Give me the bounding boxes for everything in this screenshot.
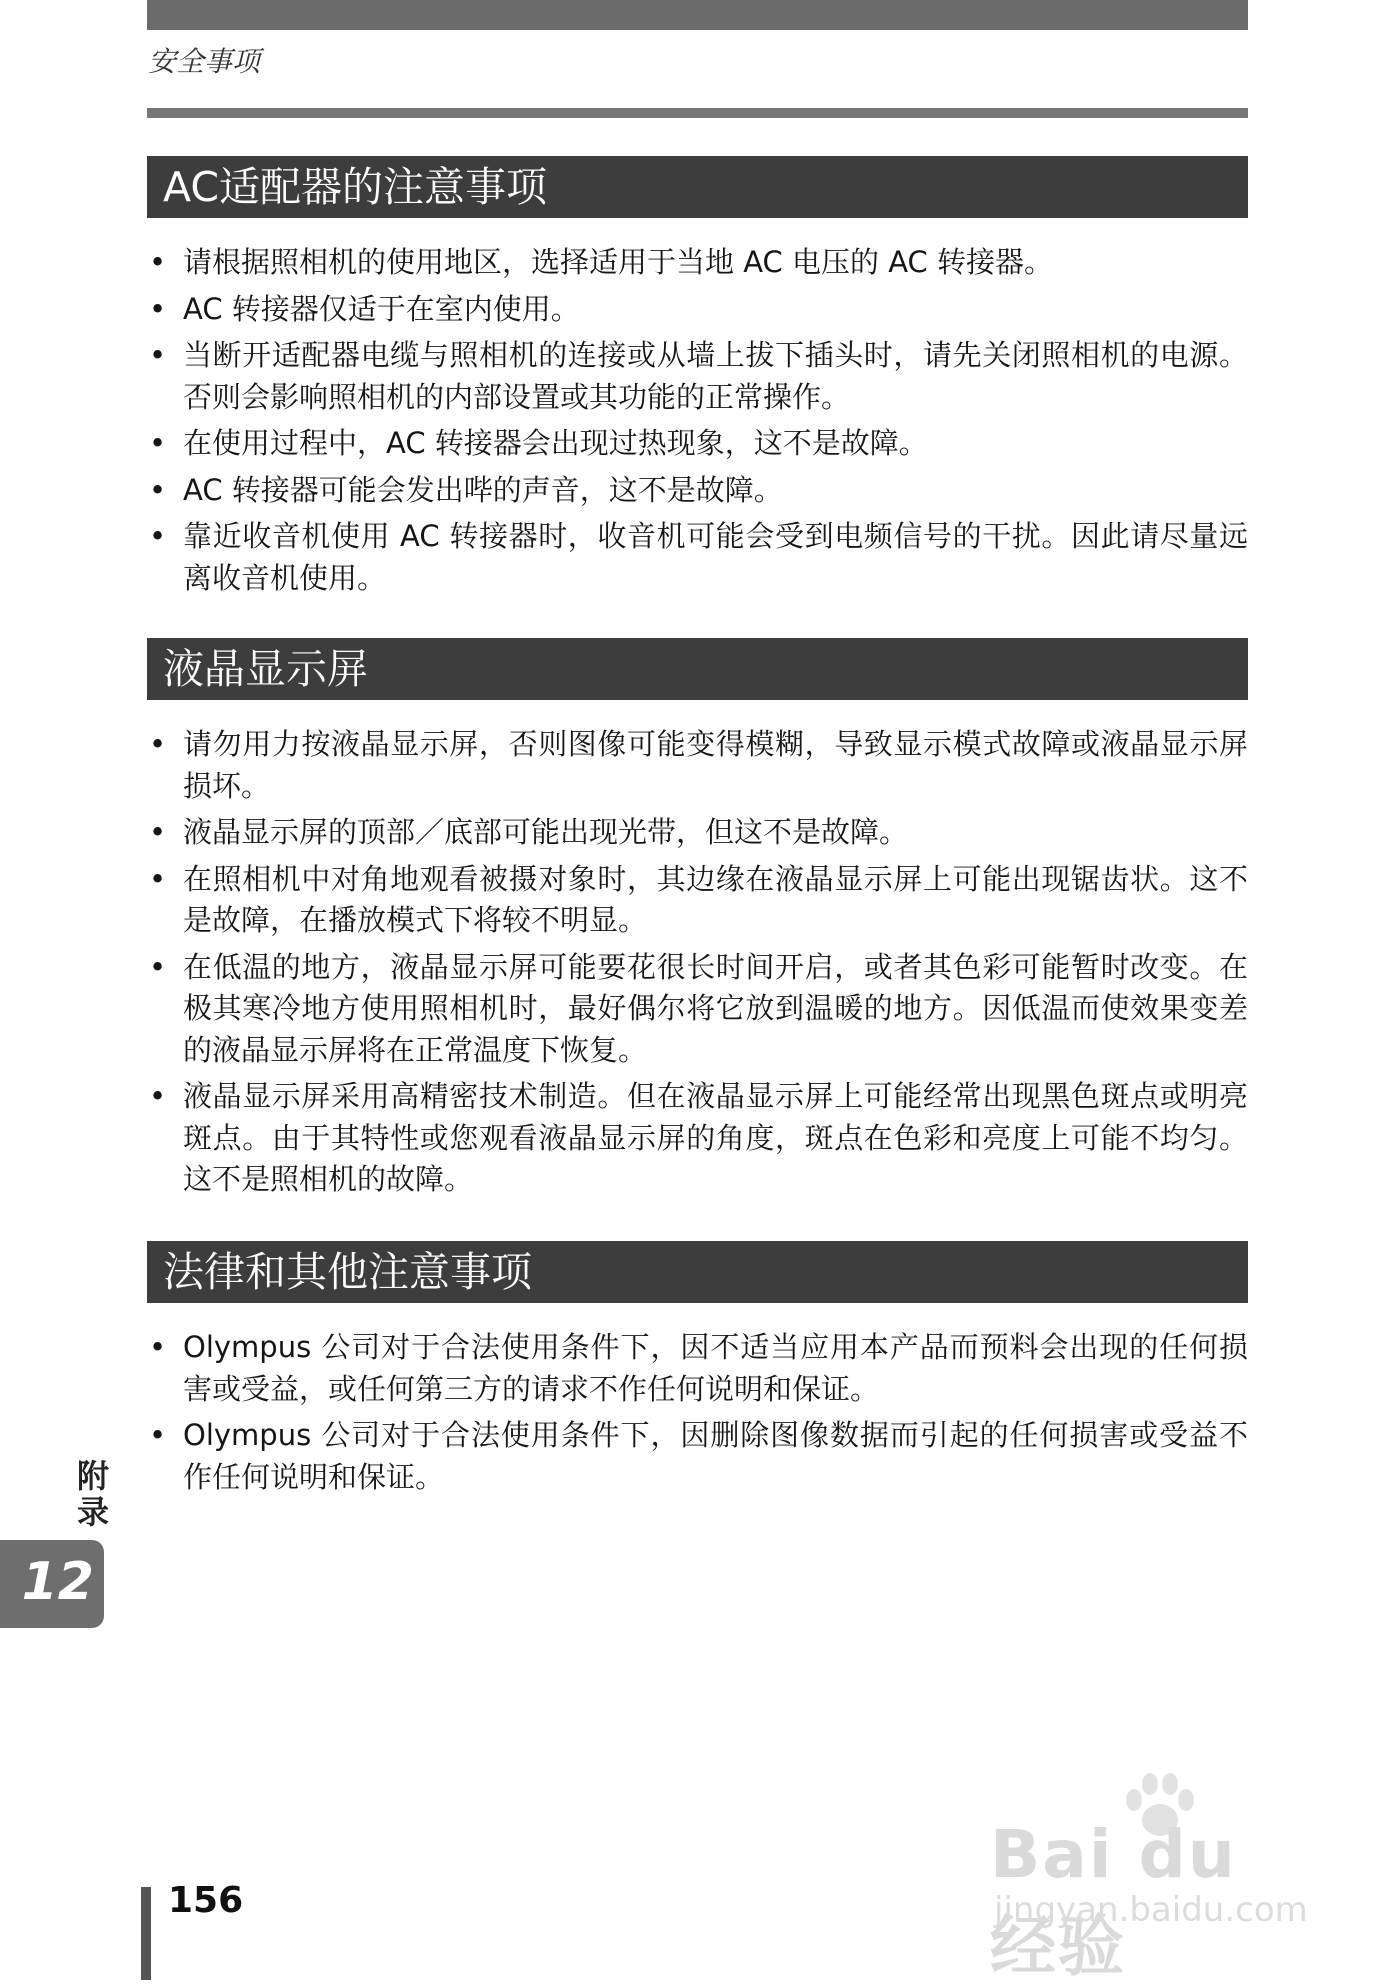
list-item: • 在使用过程中，AC 转接器会出现过热现象，这不是故障。 bbox=[147, 423, 1248, 465]
list-item: • 靠近收音机使用 AC 转接器时，收音机可能会受到电频信号的干扰。因此请尽量远离收音机使用。 bbox=[147, 516, 1248, 599]
page-number: 156 bbox=[168, 1880, 244, 1921]
section-title-legal: 法律和其他注意事项 bbox=[147, 1241, 1248, 1303]
appendix-side-label: 附录 bbox=[76, 1457, 109, 1531]
chapter-number: 12 bbox=[21, 1552, 94, 1612]
running-head: 安全事项 bbox=[148, 45, 261, 78]
list-item: • 液晶显示屏采用高精密技术制造。但在液晶显示屏上可能经常出现黑色斑点或明亮斑点。由于其特性或您观看液晶显示屏的角度，斑点在色彩和亮度上可能不均匀。这不是照相机的故障。 bbox=[147, 1076, 1248, 1201]
lcd-list bbox=[147, 724, 1248, 1206]
bullet-icon: • bbox=[149, 245, 167, 279]
ac-adapter-list bbox=[147, 242, 1248, 604]
section-title-lcd: 液晶显示屏 bbox=[147, 638, 1248, 700]
bullet-icon: • bbox=[149, 727, 167, 761]
list-item: • 在低温的地方，液晶显示屏可能要花很长时间开启，或者其色彩可能暂时改变。在极其寒冷地方使用照相机时，最好偶尔将它放到温暖的地方。因低温而使效果变差的液晶显示屏将在正常温度下恢复。 bbox=[147, 947, 1248, 1072]
bullet-icon: • bbox=[149, 1330, 167, 1364]
list-item: • 请根据照相机的使用地区，选择适用于当地 AC 电压的 AC 转接器。 bbox=[147, 242, 1248, 284]
watermark-brand: Bai du 经验 bbox=[990, 1816, 1237, 1985]
list-item: • AC 转接器仅适于在室内使用。 bbox=[147, 289, 1248, 331]
list-item: • 当断开适配器电缆与照相机的连接或从墙上拔下插头时，请先关闭照相机的电源。否则会影响照相机的内部设置或其功能的正常操作。 bbox=[147, 335, 1248, 418]
list-item: • 请勿用力按液晶显示屏，否则图像可能变得模糊，导致显示模式故障或液晶显示屏损坏。 bbox=[147, 724, 1248, 807]
bullet-icon: • bbox=[149, 949, 167, 984]
bullet-icon: • bbox=[149, 338, 167, 372]
list-item: • Olympus 公司对于合法使用条件下，因不适当应用本产品而预料会出现的任何损害或受益，或任何第三方的请求不作任何说明和保证。 bbox=[147, 1327, 1248, 1410]
legal-list bbox=[147, 1327, 1248, 1503]
top-decor-bar bbox=[147, 0, 1248, 30]
bullet-icon: • bbox=[149, 426, 167, 460]
list-item: • 液晶显示屏的顶部／底部可能出现光带，但这不是故障。 bbox=[147, 812, 1248, 854]
bullet-icon: • bbox=[149, 1418, 167, 1452]
header-rule bbox=[147, 108, 1248, 118]
bullet-icon: • bbox=[149, 291, 167, 326]
bullet-icon: • bbox=[149, 861, 167, 896]
chapter-tab bbox=[0, 1540, 104, 1628]
bullet-icon: • bbox=[149, 1079, 167, 1113]
list-item: • 在照相机中对角地观看被摄对象时，其边缘在液晶显示屏上可能出现锯齿状。这不是故障，在播放模式下将较不明显。 bbox=[147, 859, 1248, 942]
list-item: • AC 转接器可能会发出哔的声音，这不是故障。 bbox=[147, 470, 1248, 512]
baidu-watermark bbox=[980, 1770, 1320, 1985]
bullet-icon: • bbox=[149, 472, 167, 507]
bullet-icon: • bbox=[149, 815, 167, 849]
bullet-icon: • bbox=[149, 519, 167, 553]
section-title-ac-adapter: AC适配器的注意事项 bbox=[147, 156, 1248, 218]
page-number-bar bbox=[141, 1887, 151, 1980]
watermark-url: jingyan.baidu.com bbox=[994, 1890, 1308, 1930]
list-item: • Olympus 公司对于合法使用条件下，因删除图像数据而引起的任何损害或受益不作任何说明和保证。 bbox=[147, 1415, 1248, 1498]
